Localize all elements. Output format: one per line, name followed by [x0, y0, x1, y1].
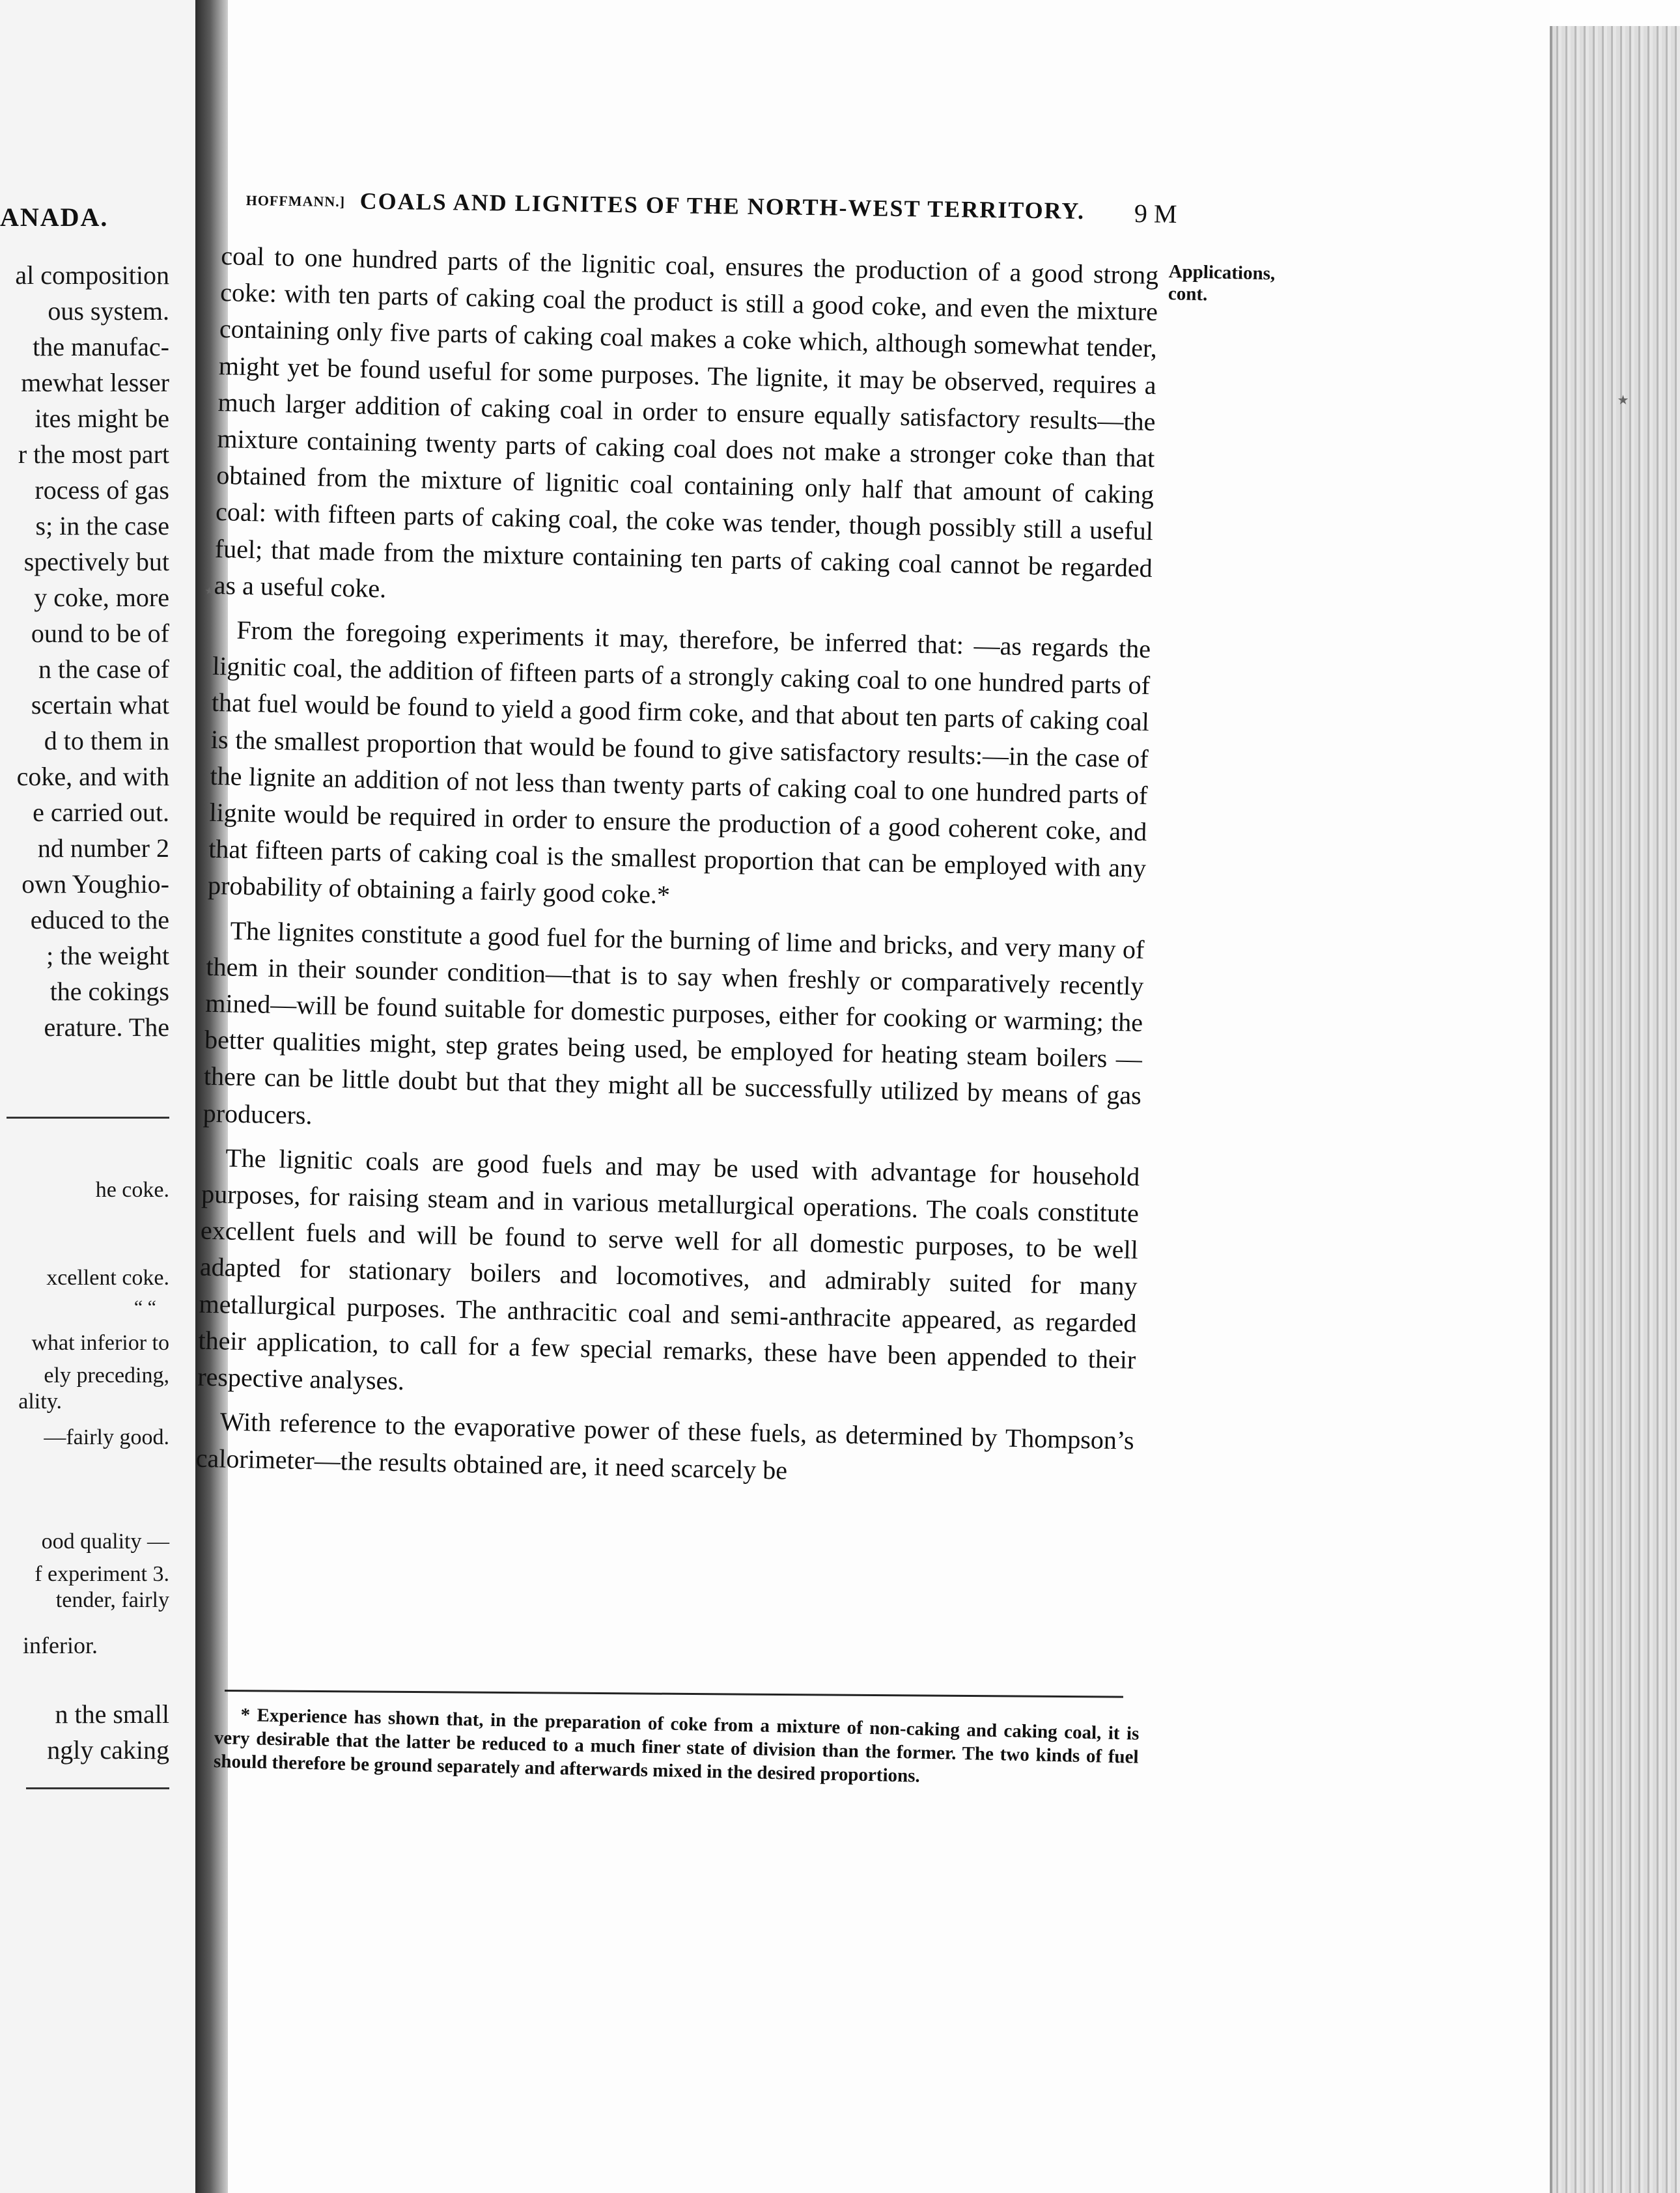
left-page-text-upper — [15, 257, 169, 1045]
left-facing-page — [0, 0, 195, 2193]
left-lower-line: —fairly good. — [44, 1425, 169, 1449]
marginal-note-line: Applications, — [1168, 260, 1276, 285]
left-lower-line: n the small — [55, 1699, 169, 1729]
left-line: mewhat lesser — [21, 368, 169, 397]
footnote-text: * Experience has shown that, in the preparation of coke from a mixture of non-caking and caking coal, it is very desirable that the latter be reduced to a much finer state of division than the former. The two kinds of fuel should therefore be ground separately and afterwards mixed in the desired proportions. — [213, 1704, 1140, 1787]
left-line: n the case of — [38, 654, 169, 684]
left-line: the manufac- — [33, 332, 169, 361]
body-text — [195, 238, 1159, 1503]
scan-speck: ⋆ — [1615, 385, 1632, 414]
left-line: e carried out. — [33, 798, 169, 827]
left-running-head: ANADA. — [0, 203, 109, 232]
left-lower-line: he coke. — [95, 1178, 169, 1202]
paragraph: The lignitic coals are good fuels and may be used with advantage for household purposes, for raising steam and in various metallurgical operations. The coals constitute excellent fuels and will be found to serve well for all domestic purposes, to be well adapted for stationary boilers and locomotives, and admirably suited for many metallurgical purposes. The anthracitic coal and semi-anthracite appeared, as regarded their application, to call for a few special remarks, these have been appended to their respective analyses. — [197, 1143, 1140, 1396]
paragraph: The lignites constitute a good fuel for the burning of lime and bricks, and very many of them in their sounder condition—that is to say when freshly or comparatively recently mined—will be found suitable for domestic purposes, either for cooking or warming; the better qualities might, step grates being used, be employed for heating steam boilers —there can be little doubt but that they might all be successfully utilized by means of gas producers. — [203, 915, 1145, 1130]
marginal-note — [1168, 260, 1276, 307]
left-lower-line: ngly caking — [47, 1735, 169, 1765]
scan-speck: ⋆ — [203, 580, 216, 602]
left-line: scertain what — [31, 690, 169, 719]
left-line: own Youghio- — [21, 869, 169, 899]
paragraph: From the foregoing experiments it may, therefore, be inferred that: —as regards the lignitic coal, the addition of fifteen parts of a strongly caking coal to one hundred parts of that fuel would be found to yield a good firm coke, and that about ten parts of caking coal is the smallest proportion that would be found to give satisfactory results:—in the case of the lignite an addition of not less than twenty parts of caking coal to one hundred parts of lignite would be required in order to ensure the production of a good coherent coke, and that fifteen parts of caking coal is the smallest proportion that can be employed with any probability of obtaining a fairly good coke.* — [207, 615, 1151, 910]
left-lower-line: tender, fairly — [55, 1588, 169, 1612]
left-line: s; in the case — [35, 511, 169, 540]
left-line: spectively but — [23, 547, 169, 576]
marginal-note-line: cont. — [1168, 283, 1208, 305]
left-line: ; the weight — [46, 941, 169, 970]
left-footnote-rule — [26, 1787, 169, 1789]
left-line: nd number 2 — [37, 833, 169, 863]
header-author: HOFFMANN.] — [245, 191, 346, 210]
left-line: erature. The — [44, 1013, 169, 1042]
left-line: the cokings — [49, 977, 169, 1006]
left-line: y coke, more — [34, 583, 169, 612]
left-lower-line: inferior. — [23, 1632, 98, 1658]
left-line: ous system. — [48, 296, 169, 326]
left-line: r the most part — [18, 440, 169, 469]
left-line: ound to be of — [31, 619, 169, 648]
left-lower-line: f experiment 3. — [35, 1562, 169, 1586]
left-line: coke, and with — [16, 762, 169, 791]
page-edges — [1550, 26, 1680, 2193]
paragraph: With reference to the evaporative power of these fuels, as determined by Thompson’s calorimeter—the results obtained are, it need scarcely be — [195, 1406, 1135, 1485]
left-line: educed to the — [30, 905, 169, 934]
left-line: d to them in — [44, 726, 169, 755]
page-number: 9 M — [1134, 199, 1177, 229]
header-title: COALS AND LIGNITES OF THE NORTH-WEST TERRITORY. — [359, 188, 1085, 224]
left-lower-line: “ “ — [133, 1296, 156, 1318]
left-lower-line: ality. — [18, 1390, 62, 1414]
left-line: ites might be — [35, 404, 169, 433]
paragraph: coal to one hundred parts of the lignitic coal, ensures the production of a good strong coke: with ten parts of caking coal the product is still a good coke, and even the mixture containing only five parts of caking coal makes a coke which, although somewhat tender, might yet be found useful for some purposes. The lignite, it may be observed, requires a much larger addition of caking coal in order to ensure equally satisfactory results—the mixture containing twenty parts of caking coal does not make a stronger coke than that obtained from the mixture of lignitic coal containing only half that amount of caking coal: with fifteen parts of caking coal, the coke was tender, though possibly still a useful fuel; that made from the mixture containing ten parts of caking coal cannot be regarded as a useful coke. — [214, 240, 1159, 604]
left-lower-line: ely preceding, — [44, 1363, 169, 1388]
left-lower-line: what inferior to — [31, 1331, 169, 1355]
left-line: rocess of gas — [35, 475, 169, 505]
left-line: al composition — [15, 260, 169, 290]
left-lower-line: ood quality — — [41, 1530, 169, 1554]
left-divider — [7, 1117, 169, 1119]
left-lower-line: xcellent coke. — [46, 1266, 169, 1290]
